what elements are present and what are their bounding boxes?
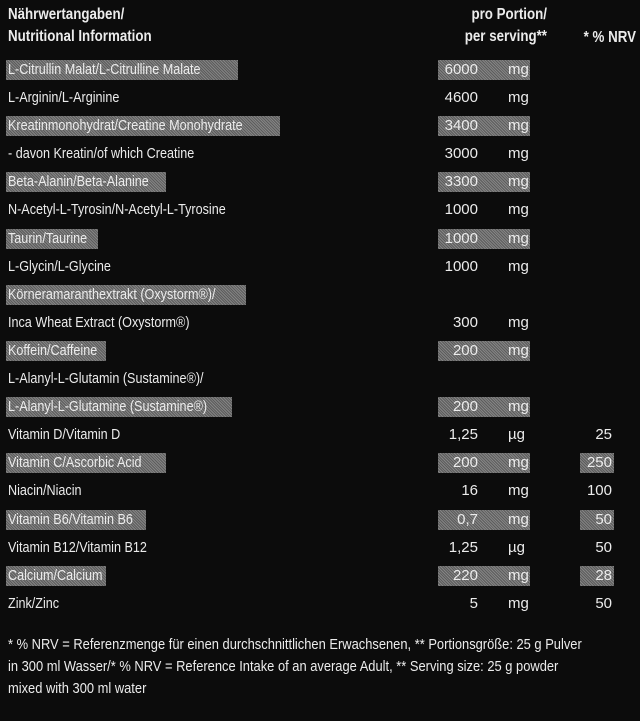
nutrient-unit: mg (508, 257, 529, 275)
table-row (0, 140, 640, 168)
nutrient-name: Inca Wheat Extract (Oxystorm®) (8, 313, 190, 331)
nutrient-amount: 0,7 (457, 510, 478, 528)
nutrient-unit: mg (508, 341, 529, 359)
nutrient-name: L-Citrullin Malat/L-Citrulline Malate (8, 61, 201, 78)
nutrient-unit: mg (508, 482, 529, 500)
nutrient-amount: 5 (469, 594, 478, 612)
nutrient-unit: mg (508, 89, 529, 107)
nutrient-amount: 3400 (444, 117, 478, 135)
nutrient-amount: 6000 (444, 61, 478, 78)
table-row (0, 225, 640, 253)
header-serving (448, 4, 547, 48)
table-row (0, 112, 640, 140)
nutrient-amount: 1,25 (448, 538, 478, 556)
nutrient-unit: mg (508, 566, 529, 584)
nutrient-name: L-Arginin/L-Arginine (8, 89, 120, 107)
nutrient-amount: 200 (452, 454, 478, 472)
nutrient-name: Vitamin D/Vitamin D (8, 426, 121, 444)
nutrient-amount: 1000 (444, 257, 478, 275)
nutrient-unit: mg (508, 117, 529, 135)
table-row (0, 309, 640, 337)
nutrient-unit: mg (508, 145, 529, 163)
nutrient-nrv: 50 (595, 538, 612, 556)
nutrient-unit: µg (508, 538, 525, 556)
nutrient-nrv: 50 (595, 510, 612, 528)
footnote-line-3: mixed with 300 ml water (8, 680, 147, 697)
table-row (0, 449, 640, 477)
nutrient-amount: 220 (452, 566, 478, 584)
nutrient-amount: 16 (461, 482, 478, 500)
header-nutrition-title (8, 4, 152, 48)
table-row (0, 365, 640, 393)
table-row (0, 506, 640, 534)
table-row (0, 168, 640, 196)
table-row (0, 534, 640, 562)
nutrient-amount: 4600 (444, 89, 478, 107)
nutrient-name: Vitamin C/Ascorbic Acid (8, 454, 142, 472)
nutrient-unit: mg (508, 201, 529, 219)
nutrient-table (0, 56, 640, 618)
nutrient-name: Calcium/Calcium (8, 566, 103, 584)
table-row (0, 337, 640, 365)
nutrient-nrv: 250 (586, 454, 612, 472)
header-nrv: * % NRV (583, 29, 636, 46)
table-row (0, 590, 640, 618)
nutrient-unit: mg (508, 398, 529, 416)
nutrient-amount: 300 (452, 313, 478, 331)
nutrient-amount: 3300 (444, 173, 478, 191)
nutrient-unit: mg (508, 510, 529, 528)
table-row (0, 421, 640, 449)
nutrient-amount: 1,25 (448, 426, 478, 444)
nutrient-nrv: 100 (586, 482, 612, 500)
nutrient-name: Vitamin B6/Vitamin B6 (8, 510, 133, 528)
nutrient-unit: µg (508, 426, 525, 444)
table-row (0, 477, 640, 505)
header-title-de: Nährwertangaben/ (8, 6, 125, 23)
table-row (0, 562, 640, 590)
nutrient-amount: 200 (452, 341, 478, 359)
nutrient-name: Koffein/Caffeine (8, 341, 98, 359)
nutrient-nrv: 28 (595, 566, 612, 584)
nutrient-amount: 1000 (444, 229, 478, 247)
header-serving-en: per serving** (464, 28, 547, 45)
table-row (0, 84, 640, 112)
nutrient-unit: mg (508, 173, 529, 191)
nutrient-unit: mg (508, 594, 529, 612)
nutrient-name: Körneramaranthextrakt (Oxystorm®)/ (8, 285, 216, 303)
nutrient-unit: mg (508, 61, 529, 78)
nutrient-name: Taurin/Taurine (8, 229, 88, 247)
table-row (0, 56, 640, 84)
nutrient-amount: 200 (452, 398, 478, 416)
nutrient-name: L-Glycin/L-Glycine (8, 257, 111, 275)
nutrient-nrv: 25 (595, 426, 612, 444)
table-row (0, 253, 640, 281)
nutrient-amount: 3000 (444, 145, 478, 163)
nutrient-name: L-Alanyl-L-Glutamin (Sustamine®)/ (8, 370, 204, 388)
nutrient-unit: mg (508, 454, 529, 472)
nutrient-name: Niacin/Niacin (8, 482, 82, 500)
nutrient-unit: mg (508, 313, 529, 331)
header-serving-de: pro Portion/ (471, 6, 547, 23)
nutrient-nrv: 50 (595, 594, 612, 612)
nutrient-name: Beta-Alanin/Beta-Alanine (8, 173, 149, 191)
nutrient-name: Kreatinmonohydrat/Creatine Monohydrate (8, 117, 243, 135)
table-row (0, 196, 640, 224)
footnote-line-1: * % NRV = Referenzmenge für einen durchschnittlichen Erwachsenen, ** Portionsgröße: 25 g Pulver (8, 636, 582, 653)
footnote (8, 634, 610, 700)
header-title-en: Nutritional Information (8, 28, 152, 45)
table-row (0, 393, 640, 421)
nutrient-name: L-Alanyl-L-Glutamine (Sustamine®) (8, 398, 208, 416)
nutrient-name: Zink/Zinc (8, 594, 60, 612)
nutrient-name: N-Acetyl-L-Tyrosin/N-Acetyl-L-Tyrosine (8, 201, 226, 219)
nutrient-unit: mg (508, 229, 529, 247)
footnote-line-2: in 300 ml Wasser/* % NRV = Reference Intake of an average Adult, ** Serving size: 25 g powder (8, 658, 559, 675)
table-row (0, 281, 640, 309)
nutrient-name: - davon Kreatin/of which Creatine (8, 145, 195, 163)
nutrient-name: Vitamin B12/Vitamin B12 (8, 538, 147, 556)
nutrient-amount: 1000 (444, 201, 478, 219)
